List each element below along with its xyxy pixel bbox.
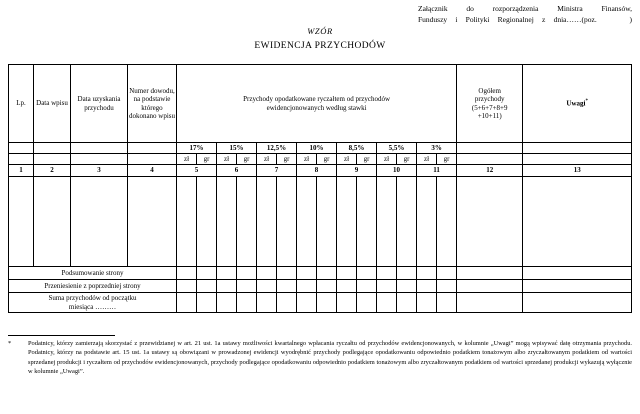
entry-cell (177, 280, 197, 293)
entry-cell (257, 177, 277, 267)
rate-header-8-5: 8,5% (337, 143, 377, 154)
rate-header-12-5: 12,5% (257, 143, 297, 154)
entry-cell (297, 177, 317, 267)
entry-cell (357, 293, 377, 313)
month-total-label-line2: miesiąca ……… (68, 302, 117, 311)
entry-cell (197, 293, 217, 313)
empty-cell (457, 154, 523, 165)
unit-header-zl: zł (337, 154, 357, 165)
header-uwagi-text: Uwagi (566, 99, 586, 108)
entry-cell (317, 267, 337, 280)
entry-cell (34, 177, 71, 267)
footnote (8, 335, 632, 377)
entry-cell (257, 280, 277, 293)
entry-cell (377, 293, 397, 313)
empty-cell (34, 143, 71, 154)
page-subtotal-label: Podsumowanie strony (9, 267, 177, 280)
entry-cell (397, 177, 417, 267)
unit-header-zl: zł (177, 154, 197, 165)
entry-cell (177, 267, 197, 280)
col-number-10: 10 (377, 165, 417, 177)
entry-cell (197, 267, 217, 280)
entry-cell (217, 177, 237, 267)
entry-cell (437, 177, 457, 267)
footnote-body (8, 339, 632, 377)
unit-header-gr: gr (357, 154, 377, 165)
entry-cell (357, 267, 377, 280)
entry-cell (237, 267, 257, 280)
unit-header-zl: zł (417, 154, 437, 165)
empty-cell (523, 143, 632, 154)
entry-cell (277, 267, 297, 280)
entry-cell (337, 293, 357, 313)
entry-cell (457, 177, 523, 267)
entry-cell (437, 280, 457, 293)
col-number-4: 4 (128, 165, 177, 177)
entry-cell (377, 280, 397, 293)
col-number-9: 9 (337, 165, 377, 177)
carryover-row (9, 280, 632, 293)
attachment-note (418, 4, 632, 25)
footnote-marker: * (8, 340, 12, 347)
entry-cell (277, 293, 297, 313)
entry-cell (523, 177, 632, 267)
entry-cell (237, 293, 257, 313)
entry-cell (397, 280, 417, 293)
unit-header-zl: zł (257, 154, 277, 165)
header-data-wpisu: Data wpisu (34, 65, 71, 143)
entry-cell (377, 267, 397, 280)
entry-cell (337, 267, 357, 280)
entry-cell (277, 177, 297, 267)
entries-row (9, 177, 632, 267)
rate-header-15: 15% (217, 143, 257, 154)
col-number-1: 1 (9, 165, 34, 177)
unit-header-zl: zł (297, 154, 317, 165)
col-number-7: 7 (257, 165, 297, 177)
empty-cell (34, 154, 71, 165)
rate-header-3: 3% (417, 143, 457, 154)
entry-cell (217, 293, 237, 313)
entry-cell (437, 293, 457, 313)
entry-cell (317, 280, 337, 293)
column-numbers-row (9, 165, 632, 177)
unit-header-zl: zł (217, 154, 237, 165)
header-przychody-group-text: Przychody opodatkowane ryczałtem od przychodów ewidencjonowanych według stawki (243, 95, 391, 112)
entry-cell (71, 177, 128, 267)
unit-header-gr: gr (397, 154, 417, 165)
entry-cell (257, 267, 277, 280)
empty-cell (71, 143, 128, 154)
revenue-register-table (8, 64, 632, 313)
empty-cell (128, 154, 177, 165)
attachment-note-line2: Funduszy i Polityki Regionalnej z dnia……(poz. ) (418, 14, 632, 24)
rate-header-17: 17% (177, 143, 217, 154)
entry-cell (457, 293, 523, 313)
col-number-6: 6 (217, 165, 257, 177)
header-uwagi (523, 65, 632, 143)
empty-cell (71, 154, 128, 165)
rate-header-10: 10% (297, 143, 337, 154)
footnote-text: Podatnicy, którzy zamierzają skorzystać z przewidzianej w art. 21 ust. 1a ustawy możliwości kwartalnego wpłacania ryczałtu od przychodów ewidencjonowanych, w kolumnie „Uwagi” mogą wpisywać datę otrzymania przychodu. Podatnicy, którzy na podstawie art. 15 ust. 1a ustawy są obowiązani w prowadzonej ewidencji wyodrębnić przychody podlegające opodatkowaniu odpowiednio podatkiem tonażowym albo zryczałtowanym podatkiem od wartości sprzedanej produkcji i ryczałtem od przychodów ewidencjonowanych, przychody podlegające opodatkowaniu odpowiednio podatkiem tonażowym albo zryczałtowanym podatkiem od wartości sprzedanej produkcji wykazują wyłącznie w kolumnie „Uwagi”. (28, 340, 632, 376)
entry-cell (177, 177, 197, 267)
entry-cell (317, 177, 337, 267)
entry-cell (337, 280, 357, 293)
entry-cell (197, 280, 217, 293)
month-total-label (9, 293, 177, 313)
entry-cell (217, 280, 237, 293)
col-number-12: 12 (457, 165, 523, 177)
header-przychody-group (177, 65, 457, 143)
entry-cell (397, 293, 417, 313)
entry-cell (417, 177, 437, 267)
empty-cell (457, 143, 523, 154)
entry-cell (417, 267, 437, 280)
empty-cell (9, 154, 34, 165)
entry-cell (523, 267, 632, 280)
document-subtitle: WZÓR (307, 26, 333, 36)
unit-header-zl: zł (377, 154, 397, 165)
empty-cell (128, 143, 177, 154)
header-row (9, 65, 632, 143)
unit-header-gr: gr (277, 154, 297, 165)
attachment-note-line1: Załącznik do rozporządzenia Ministra Finansów, (418, 4, 632, 13)
header-lp: Lp. (9, 65, 34, 143)
entry-cell (417, 280, 437, 293)
entry-cell (357, 280, 377, 293)
page-title: EWIDENCJA PRZYCHODÓW (254, 41, 386, 51)
entry-cell (523, 280, 632, 293)
entry-cell (177, 293, 197, 313)
footnote-reference-mark: * (585, 99, 588, 105)
entry-cell (297, 280, 317, 293)
entry-cell (128, 177, 177, 267)
entry-cell (9, 177, 34, 267)
page-subtotal-row (9, 267, 632, 280)
entry-cell (457, 267, 523, 280)
unit-header-gr: gr (237, 154, 257, 165)
unit-header-gr: gr (197, 154, 217, 165)
entry-cell (437, 267, 457, 280)
entry-cell (297, 293, 317, 313)
carryover-label: Przeniesienie z poprzedniej strony (9, 280, 177, 293)
col-number-8: 8 (297, 165, 337, 177)
unit-header-gr: gr (317, 154, 337, 165)
entry-cell (297, 267, 317, 280)
header-ogolem (457, 65, 523, 143)
entry-cell (337, 177, 357, 267)
entry-cell (237, 280, 257, 293)
col-number-5: 5 (177, 165, 217, 177)
unit-header-gr: gr (437, 154, 457, 165)
rate-header-5-5: 5,5% (377, 143, 417, 154)
month-total-label-line1: Suma przychodów od początku (48, 294, 137, 303)
entry-cell (277, 280, 297, 293)
footnote-rule (8, 335, 115, 336)
entry-cell (237, 177, 257, 267)
entry-cell (257, 293, 277, 313)
entry-cell (357, 177, 377, 267)
entry-cell (377, 177, 397, 267)
col-number-13: 13 (523, 165, 632, 177)
header-ogolem-text: Ogółem przychody (5+6+7+8+9 +10+11) (471, 86, 508, 120)
entry-cell (417, 293, 437, 313)
rates-row (9, 143, 632, 154)
entry-cell (457, 280, 523, 293)
col-number-11: 11 (417, 165, 457, 177)
entry-cell (197, 177, 217, 267)
entry-cell (523, 293, 632, 313)
empty-cell (9, 143, 34, 154)
entry-cell (217, 267, 237, 280)
header-data-uzyskania: Data uzyskania przychodu (71, 65, 128, 143)
entry-cell (317, 293, 337, 313)
col-number-3: 3 (71, 165, 128, 177)
col-number-2: 2 (34, 165, 71, 177)
month-total-row (9, 293, 632, 313)
entry-cell (397, 267, 417, 280)
empty-cell (523, 154, 632, 165)
units-row (9, 154, 632, 165)
header-numer-dowodu: Numer dowodu, na podstawie którego dokonano wpisu (128, 65, 177, 143)
